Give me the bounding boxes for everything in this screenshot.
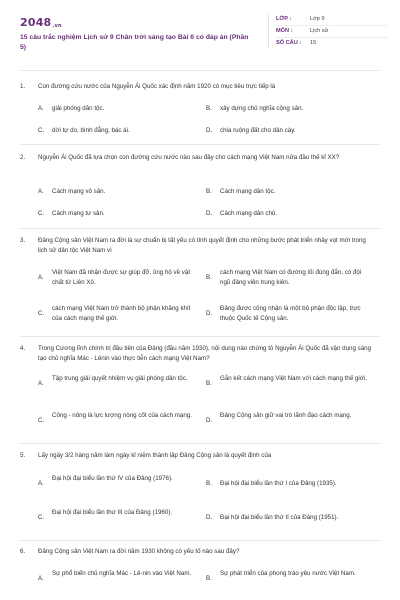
option-letter: C.	[38, 310, 45, 317]
option-letter: B.	[206, 480, 212, 487]
option-letter: A.	[38, 575, 44, 582]
option-text: Đại hội đại biểu lần thứ I của Đảng (1935).	[220, 480, 337, 487]
option-letter: C.	[38, 417, 45, 424]
option-letter: C.	[38, 127, 45, 134]
meta-row-count	[276, 38, 388, 49]
question-number: 6.	[20, 548, 26, 555]
header	[20, 14, 380, 58]
meta-row-class	[276, 14, 388, 26]
meta-label: MÔN :	[276, 28, 293, 34]
option-text: Cách mạng dân tộc.	[220, 188, 276, 195]
option-letter: B.	[206, 274, 212, 281]
logo-text: 2048	[20, 16, 52, 29]
option-text: dời tự do, bình đẳng, bác ái.	[52, 127, 130, 134]
question-number: 3.	[20, 237, 26, 244]
option-letter: C.	[38, 514, 45, 521]
option-letter: B.	[206, 575, 212, 582]
option-text: xây dựng chủ nghĩa cộng sản.	[220, 105, 304, 112]
meta-label: SỐ CÂU :	[276, 40, 302, 46]
option-text: Cách mạng dân chủ.	[220, 210, 278, 217]
meta-value: 15	[310, 40, 317, 46]
option-letter: D.	[206, 310, 213, 317]
question-number: 2.	[20, 154, 26, 161]
option-letter: A.	[38, 274, 44, 281]
page-title: 15 câu trắc nghiệm Lịch sử 9 Chân trời sáng tạo Bài 6 có đáp án (Phần 5)	[20, 34, 249, 51]
question-body: Đảng Cộng sản Việt Nam ra đời là sự chuẩn bị tất yếu có tính quyết định cho những bước phát triển nhảy vọt mới trong lịch sử dân tộc Việt Nam vì	[38, 237, 366, 254]
option-letter: C.	[38, 210, 45, 217]
option-text: giải phóng dân tộc.	[52, 105, 105, 112]
question-number: 4.	[20, 345, 26, 352]
question-number: 1.	[20, 83, 26, 90]
divider	[20, 144, 380, 145]
divider	[20, 228, 380, 229]
option-text: cách mạng Việt Nam có đường lối đúng đắn, có đội ngũ đảng viên trung kiên.	[220, 269, 362, 286]
option-letter: D.	[206, 417, 213, 424]
question-body: Trong Cương lĩnh chính trị đầu tiên của Đảng (đầu năm 1930), nội dung nào chứng tỏ Nguyễn Ái Quốc đã vận dụng sáng tạo chủ nghĩa Mác - Lênin vào thực tiễn cách mạng Việt Nam?	[38, 345, 372, 362]
meta-box	[268, 14, 388, 49]
option-text: Công - nông là lực lượng nòng cốt của cách mạng.	[52, 412, 192, 419]
question-6	[20, 547, 382, 597]
option-text: Gắn kết cách mạng Việt Nam với cách mạng thế giới.	[220, 375, 367, 382]
option-text: Cách mạng tư sản.	[52, 210, 105, 217]
question-body: Con đường cứu nước của Nguyễn Ái Quốc xác định năm 1920 có mục tiêu trực tiếp là	[38, 83, 276, 90]
option-letter: B.	[206, 105, 212, 112]
option-text: Đại hội đại biểu lần thứ IV của Đảng (1976).	[52, 475, 173, 482]
option-letter: A.	[38, 480, 44, 487]
question-3	[20, 236, 382, 330]
site-logo[interactable]	[20, 16, 62, 29]
option-letter: A.	[38, 380, 44, 387]
question-body: Nguyễn Ái Quốc đã lựa chọn con đường cứu nước nào sau đây cho cách mạng Việt Nam nửa đầu thế kỉ XX?	[38, 154, 340, 161]
option-text: Tập trung giải quyết nhiệm vụ giải phóng dân tộc.	[52, 375, 188, 382]
option-text: Sự phổ biến chủ nghĩa Mác - Lê-nin vào Việt Nam.	[52, 570, 192, 577]
option-text: Đại hội đại biểu lần thứ II của Đảng (1951).	[220, 514, 339, 521]
option-letter: D.	[206, 210, 213, 217]
option-letter: A.	[38, 105, 44, 112]
question-body: Lấy ngày 3/2 hàng năm làm ngày kỉ niệm thành lập Đảng Cộng sản là quyết định của	[38, 452, 272, 459]
divider	[20, 70, 380, 71]
option-text: cách mạng Việt Nam trở thành bộ phận khăng khít của cách mạng thế giới.	[52, 305, 191, 322]
option-text: Sự phát triển của phong trào yêu nước Việt Nam.	[220, 570, 356, 577]
option-text: Đại hội đại biểu lần thứ III của Đảng (1960).	[52, 509, 173, 516]
divider	[20, 443, 380, 444]
option-letter: D.	[206, 514, 213, 521]
option-text: chia ruộng đất cho dân cày.	[220, 127, 296, 134]
question-2	[20, 153, 382, 223]
option-letter: B.	[206, 188, 212, 195]
option-text: Đảng được công nhận là một bộ phận độc lập, trực thuộc Quốc tế Cộng sản.	[220, 305, 361, 322]
meta-value: Lịch sử	[310, 28, 329, 34]
option-text: Đảng Cộng sản giữ vai trò lãnh đạo cách mạng.	[220, 412, 352, 419]
option-text: Việt Nam đã nhận được sự giúp đỡ, ủng hộ về vật chất từ Liên Xô.	[52, 269, 191, 286]
meta-value: Lớp 9	[310, 16, 325, 22]
divider	[20, 336, 380, 337]
question-1	[20, 82, 382, 142]
option-letter: A.	[38, 188, 44, 195]
divider	[20, 540, 380, 541]
meta-row-subject	[276, 26, 388, 38]
option-letter: B.	[206, 380, 212, 387]
option-text: Cách mạng vô sản.	[52, 188, 106, 195]
question-5	[20, 451, 382, 535]
option-letter: D.	[206, 127, 213, 134]
question-4	[20, 344, 382, 438]
logo-domain: .vn	[52, 23, 62, 29]
meta-label: LỚP :	[276, 16, 292, 22]
question-body: Đảng Cộng sản Việt Nam ra đời năm 1930 không có yếu tố nào sau đây?	[38, 548, 240, 555]
question-number: 5.	[20, 452, 26, 459]
